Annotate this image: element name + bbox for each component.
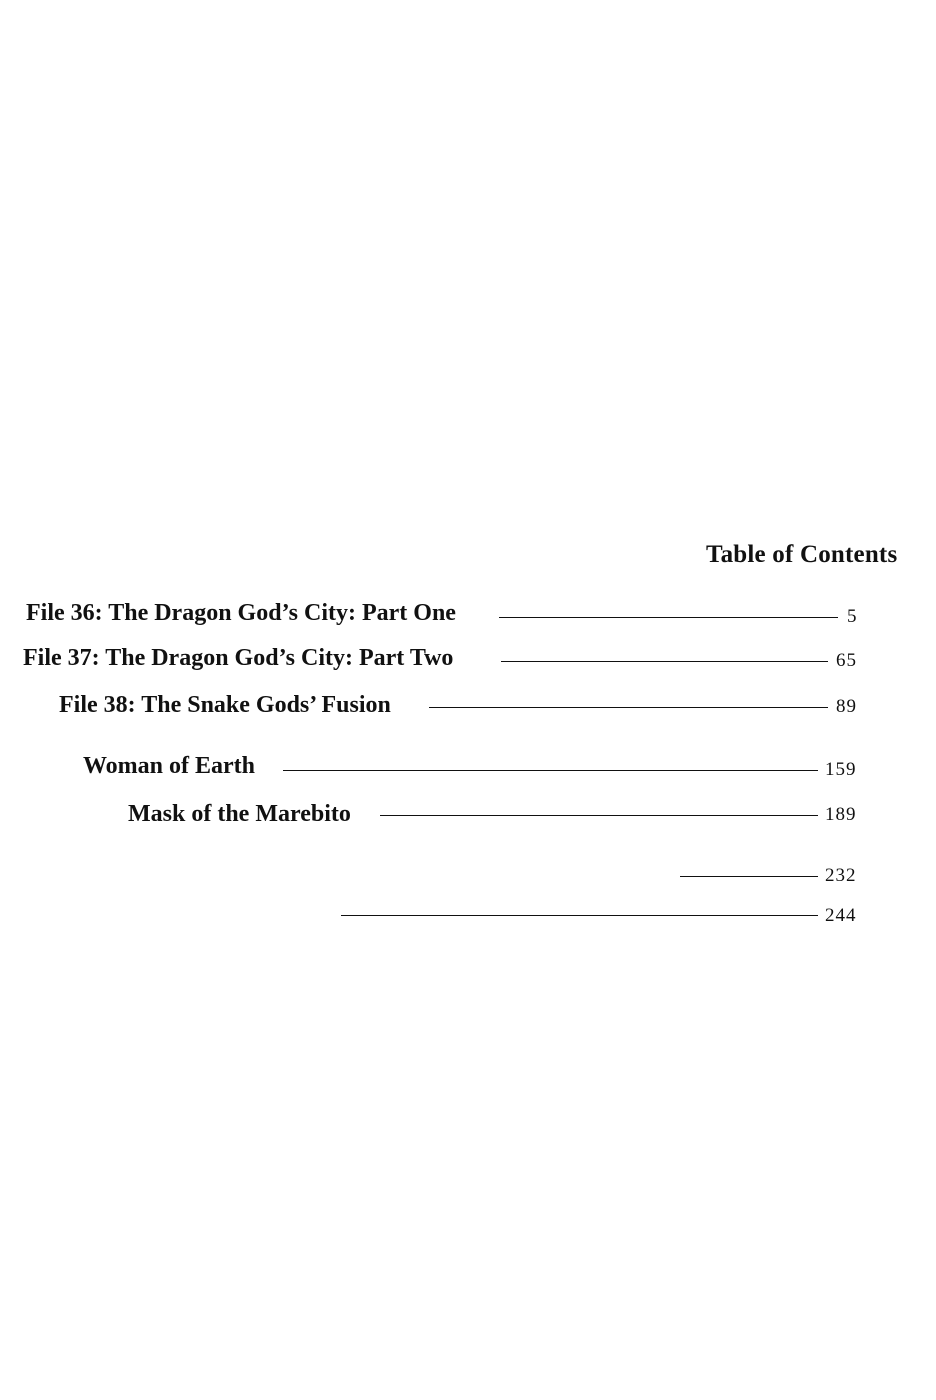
toc-entry-page: 232 — [825, 865, 857, 886]
toc-entry-page: 5 — [847, 606, 858, 627]
toc-entry-page: 244 — [825, 905, 857, 926]
toc-entry-label: File 37: The Dragon God’s City: Part Two — [23, 645, 454, 671]
leader-line — [429, 707, 828, 708]
toc-entry-label: File 36: The Dragon God’s City: Part One — [26, 600, 456, 626]
leader-line — [499, 617, 838, 618]
leader-line — [380, 815, 818, 816]
toc-entry-page: 159 — [825, 759, 857, 780]
leader-line — [283, 770, 818, 771]
toc-entry-page: 65 — [836, 650, 857, 671]
leader-line — [501, 661, 828, 662]
toc-entry-label: Woman of Earth — [83, 753, 256, 779]
leader-line — [680, 876, 818, 877]
toc-entry-page: 89 — [836, 696, 857, 717]
toc-entry-page: 189 — [825, 804, 857, 825]
toc-title: Table of Contents — [706, 541, 898, 568]
toc-entry-label: File 38: The Snake Gods’ Fusion — [59, 692, 391, 718]
leader-line — [341, 915, 818, 916]
toc-entry-label: Mask of the Marebito — [128, 801, 351, 827]
